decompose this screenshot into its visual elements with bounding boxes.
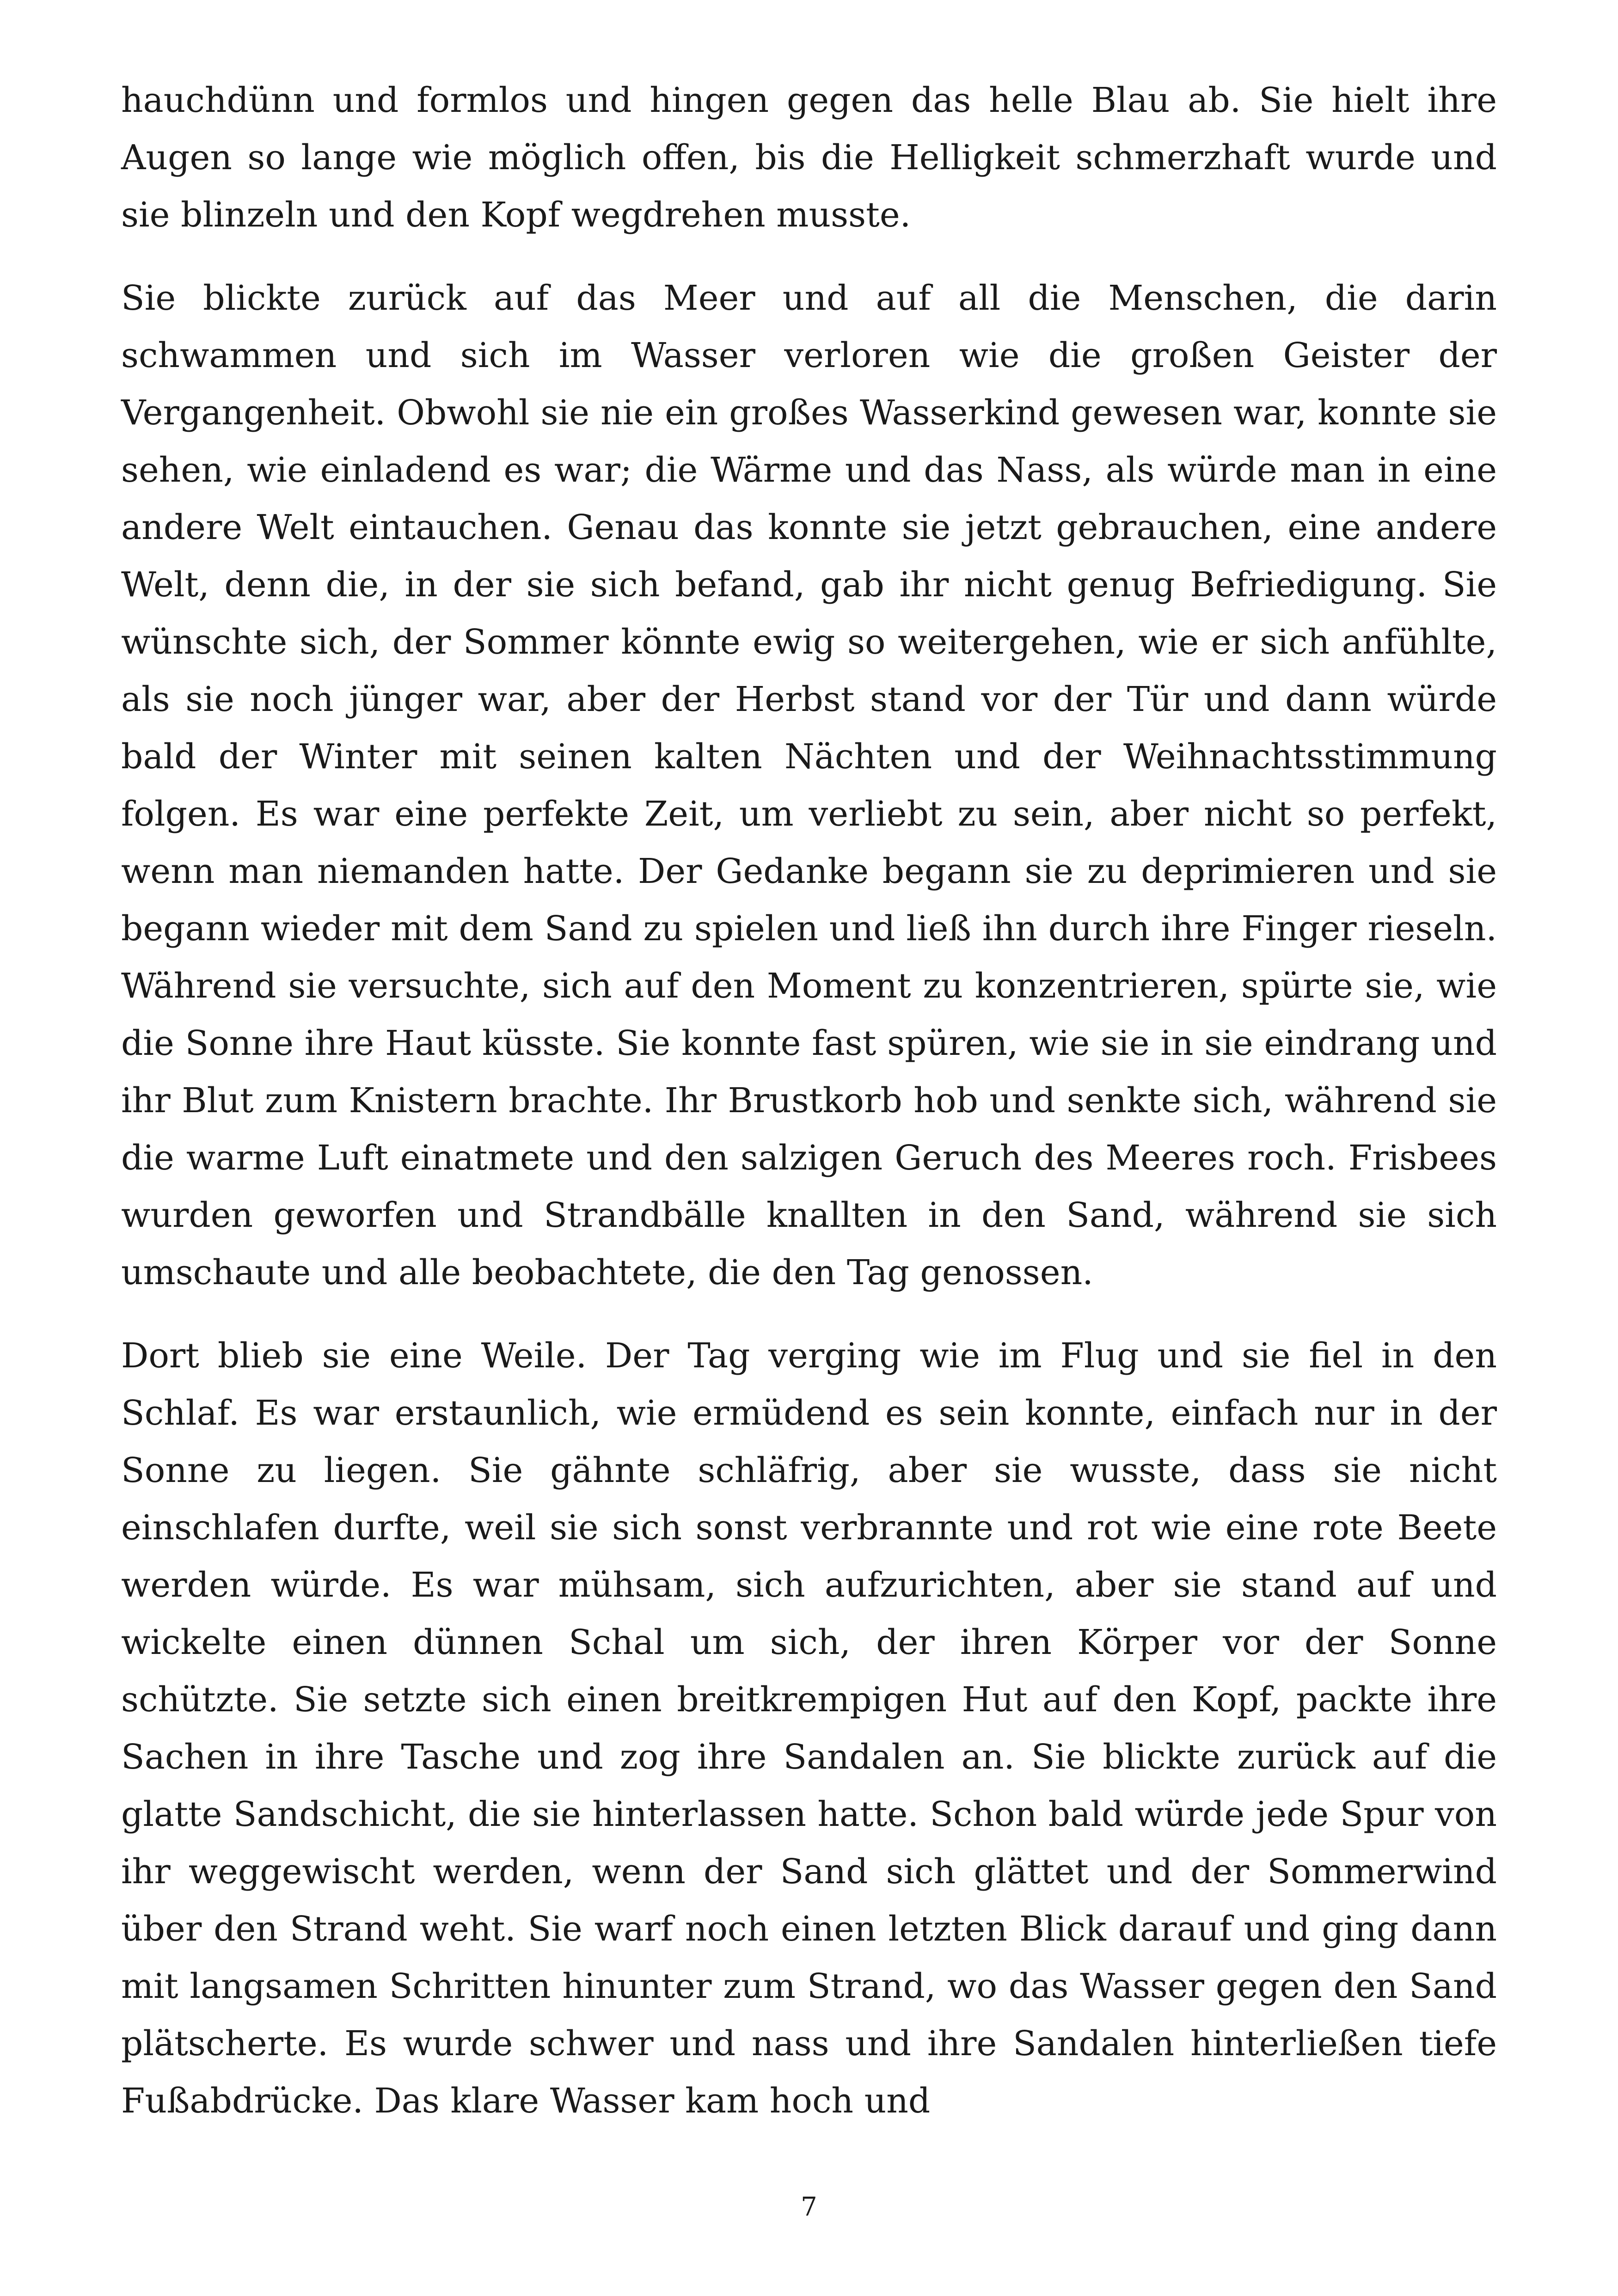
paragraph-2: Sie blickte zurück auf das Meer und auf all die Menschen, die darin schwammen und sich im Wasser verloren wie die großen Geister der Vergangenheit. Obwohl sie nie ein großes Wasserkind gewesen war, konnte sie sehen, wie einladend es war; die Wärme und das Nass, als würde man in eine andere Welt eintauchen. Genau das konnte sie jetzt gebrauchen, eine andere Welt, denn die, in der sie sich befand, gab ihr nicht genug Befriedigung. Sie wünschte sich, der Sommer könnte ewig so weitergehen, wie er sich anfühlte, als sie noch jünger war, aber der Herbst stand vor der Tür und dann würde bald der Winter mit seinen kalten Nächten und der Weihnachtsstimmung folgen. Es war eine perfekte Zeit, um verliebt zu sein, aber nicht so perfekt, wenn man niemanden hatte. Der Gedanke begann sie zu deprimieren und sie begann wieder mit dem Sand zu spielen und ließ ihn durch ihre Finger rieseln. Während sie versuchte, sich auf den Moment zu konzentrieren, spürte sie, wie die Sonne ihre Haut küsste. Sie konnte fast spüren, wie sie in sie eindrang und ihr Blut zum Knistern brachte. Ihr Brustkorb hob und senkte sich, während sie die warme Luft einatmete und den salzigen Geruch des Meeres roch. Frisbees wurden geworfen und Strandbälle knallten in den Sand, während sie sich umschaute und alle beobachtete, die den Tag genossen.	[121, 278, 1497, 1292]
body-text	[121, 72, 1497, 2130]
paragraph-1: hauchdünn und formlos und hingen gegen das helle Blau ab. Sie hielt ihre Augen so lange wie möglich offen, bis die Helligkeit schmerzhaft wurde und sie blinzeln und den Kopf wegdrehen musste.	[121, 80, 1497, 235]
page-number: 7	[801, 2192, 817, 2222]
paragraph-3: Dort blieb sie eine Weile. Der Tag verging wie im Flug und sie fiel in den Schlaf. Es war erstaunlich, wie ermüdend es sein konnte, einfach nur in der Sonne zu liegen. Sie gähnte schläfrig, aber sie wusste, dass sie nicht einschlafen durfte, weil sie sich sonst verbrannte und rot wie eine rote Beete werden würde. Es war mühsam, sich aufzurichten, aber sie stand auf und wickelte einen dünnen Schal um sich, der ihren Körper vor der Sonne schützte. Sie setzte sich einen breitkrempigen Hut auf den Kopf, packte ihre Sachen in ihre Tasche und zog ihre Sandalen an. Sie blickte zurück auf die glatte Sandschicht, die sie hinterlassen hatte. Schon bald würde jede Spur von ihr weggewischt werden, wenn der Sand sich glättet und der Sommerwind über den Strand weht. Sie warf noch einen letzten Blick darauf und ging dann mit langsamen Schritten hinunter zum Strand, wo das Wasser gegen den Sand plätscherte. Es wurde schwer und nass und ihre Sandalen hinterließen tiefe Fußabdrücke. Das klare Wasser kam hoch und	[121, 1336, 1497, 2121]
